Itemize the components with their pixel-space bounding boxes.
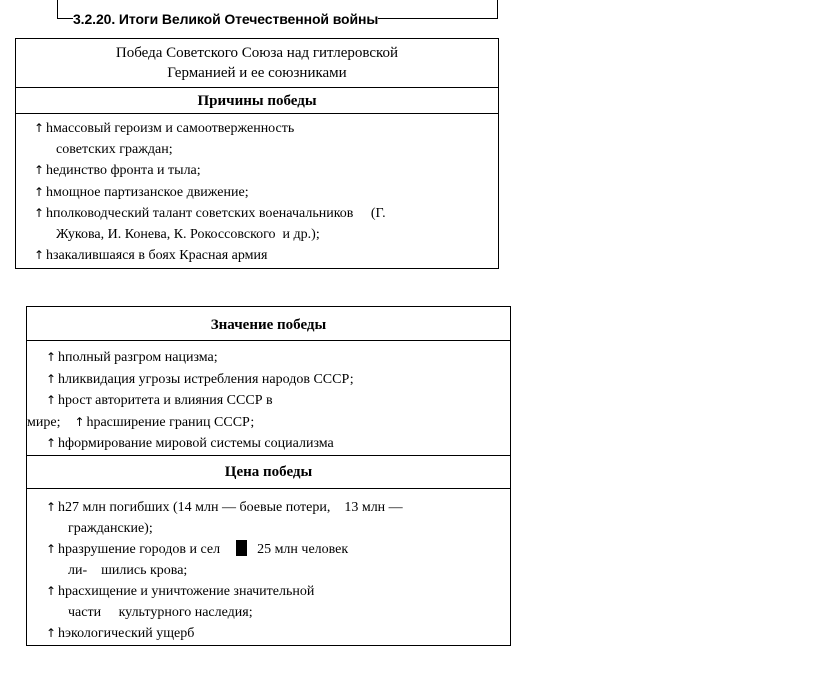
black-square-icon (236, 540, 247, 556)
arrow-up-icon: ↑ (34, 121, 45, 135)
list-marker: h (58, 626, 65, 641)
arrow-up-icon: ↑ (34, 248, 45, 262)
list-marker: h (58, 371, 65, 387)
list-item (46, 539, 510, 581)
arrow-up-icon: ↑ (34, 184, 45, 199)
list-item-text: закалившаяся в боях Красная армия (53, 248, 268, 263)
price-list (27, 489, 510, 645)
arrow-up-icon: ↑ (46, 626, 57, 640)
list-item-text: массовый героизм и самоотверженность (53, 121, 295, 136)
list-item-text: расхищение и уничтожение значительной (65, 584, 315, 599)
list-item-text: разрушение городов и сел (65, 542, 221, 557)
list-item (46, 581, 510, 623)
list-item (46, 497, 510, 539)
list-item (46, 433, 510, 455)
list-marker: h (46, 121, 53, 136)
list-marker: h (46, 184, 53, 200)
list-item-continuation: Жукова, И. Конева, К. Рокоссовского и др.); (56, 226, 320, 242)
victory-header-line1: Победа Советского Союза над гитлеровской (115, 45, 399, 61)
list-item-continuation: ли- шились крова; (68, 562, 188, 578)
list-item (34, 203, 498, 245)
list-item (46, 347, 510, 369)
meaning-price-table (26, 306, 511, 646)
list-marker: h (46, 248, 53, 263)
arrow-up-icon: ↑ (46, 500, 57, 514)
list-item-text: мощное партизанское движение; (53, 184, 249, 200)
victory-table (15, 38, 499, 269)
list-marker: h (86, 414, 94, 430)
list-item (46, 390, 510, 412)
list-item-text: полководческий талант советских военачальников (Г. (53, 206, 386, 221)
list-item-text: ликвидация угрозы истребления народов СССР; (65, 371, 354, 387)
arrow-up-icon: ↑ (34, 163, 45, 177)
list-item (34, 182, 498, 204)
list-item-text: формирование мировой системы социализма (65, 436, 334, 451)
list-item-continuation: советских граждан; (56, 141, 173, 157)
meaning-list (27, 341, 510, 456)
arrow-up-icon: ↑ (34, 206, 45, 220)
list-item-after-box: 25 млн человек (257, 542, 349, 557)
section-title: 3.2.20. Итоги Великой Отечественной войны (73, 8, 378, 30)
victory-header-line2: Германией и ее союзниками (167, 65, 347, 81)
price-title: Цена победы (27, 456, 510, 489)
arrow-up-icon: ↑ (46, 436, 57, 450)
list-item (27, 412, 510, 434)
list-item (46, 623, 510, 645)
reasons-list (16, 114, 498, 267)
meaning-title: Значение победы (27, 307, 510, 341)
arrow-up-icon: ↑ (74, 414, 85, 429)
reasons-title: Причины победы (16, 88, 498, 114)
list-item-continuation: гражданские); (68, 520, 153, 536)
list-marker: h (58, 584, 65, 599)
list-item-text: рост авторитета и влияния СССР в (65, 393, 273, 408)
list-item (34, 118, 498, 160)
list-marker: h (58, 436, 65, 451)
list-item (34, 160, 498, 182)
arrow-up-icon: ↑ (46, 393, 57, 407)
list-item-text: 27 млн погибших (14 млн — боевые потери, 13 млн — (65, 500, 403, 515)
list-item-text: единство фронта и тыла; (53, 163, 201, 178)
list-item (34, 245, 498, 267)
list-item-text: расширение границ СССР; (93, 414, 255, 430)
arrow-up-icon: ↑ (46, 350, 57, 364)
list-marker: h (58, 393, 65, 408)
list-item-continuation: части культурного наследия; (68, 604, 253, 620)
arrow-up-icon: ↑ (46, 584, 57, 598)
victory-header (16, 39, 498, 88)
arrow-up-icon: ↑ (46, 371, 57, 386)
list-marker: h (58, 500, 65, 515)
list-item-text: экологический ущерб (65, 626, 195, 641)
list-item-text: полный разгром нацизма; (65, 350, 218, 365)
list-marker: h (58, 350, 65, 365)
list-item (46, 369, 510, 391)
arrow-up-icon: ↑ (46, 542, 57, 556)
list-marker: h (46, 206, 53, 221)
list-marker: h (58, 542, 65, 557)
list-marker: h (46, 163, 53, 178)
list-item-prefix: мире; (27, 414, 75, 430)
